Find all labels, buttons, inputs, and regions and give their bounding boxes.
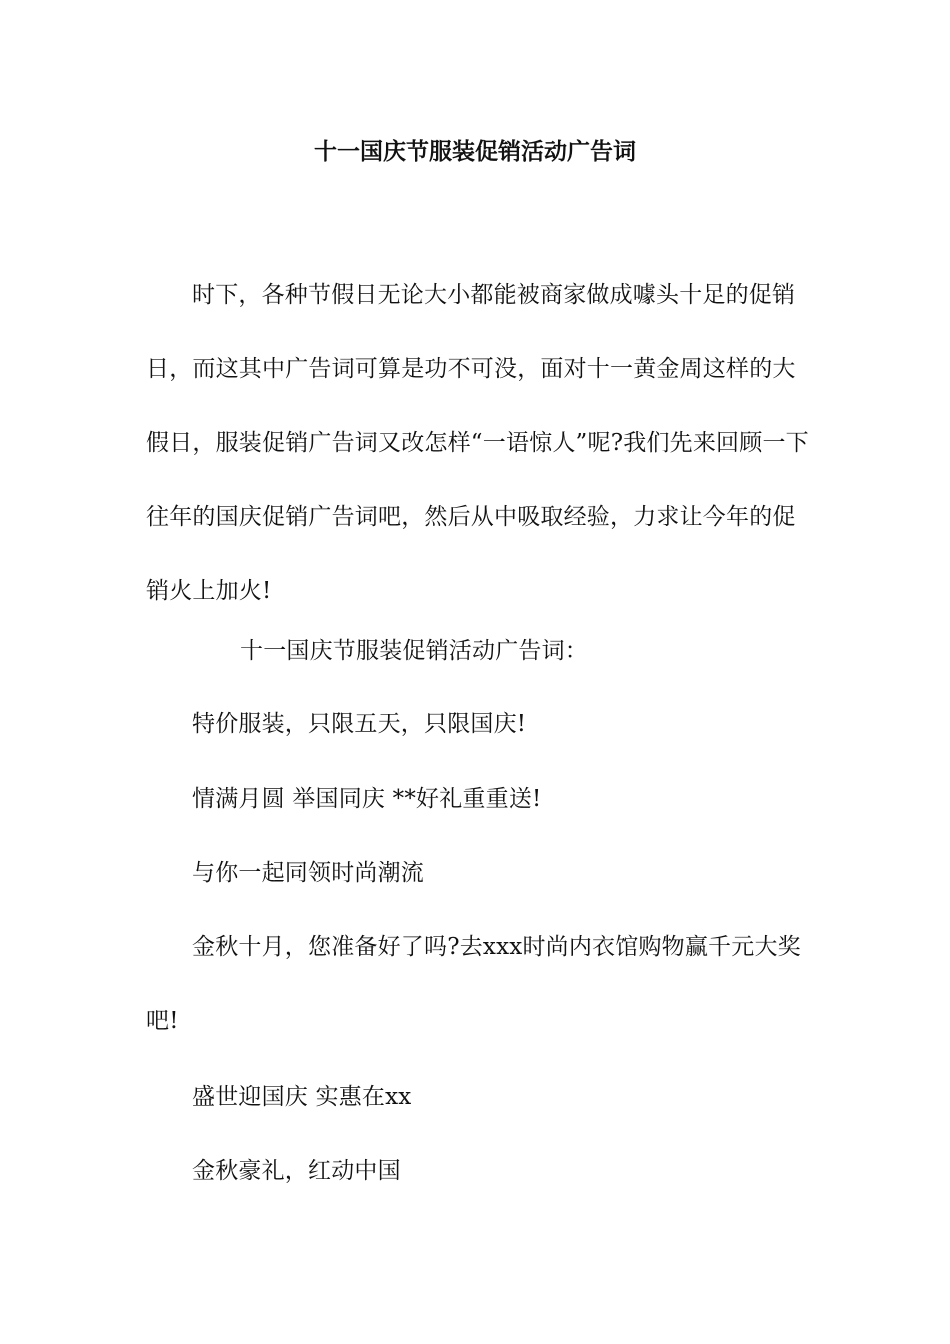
intro-paragraph: 时下，各种节假日无论大小都能被商家做成噱头十足的促销日，而这其中广告词可算是功不可没，面对十一黄金周这样的大假日，服装促销广告词又改怎样“一语惊人”呢?我们先来回顾一下往年的国庆促销广告词吧，然后从中吸取经验，力求让今年的促销火上加火! <box>146 282 809 604</box>
slogan-item: 与你一起同领时尚潮流 <box>192 860 424 886</box>
slogan-item: 特价服装，只限五天，只限国庆! <box>192 711 527 737</box>
section-heading: 十一国庆节服装促销活动广告词： <box>240 638 588 664</box>
slogan-item: 盛世迎国庆 实惠在xx <box>192 1084 412 1110</box>
slogan-item: 金秋豪礼，红动中国 <box>192 1158 401 1184</box>
slogan-item: 情满月圆 举国同庆 **好礼重重送! <box>192 786 542 812</box>
document-title: 十一国庆节服装促销活动广告词 <box>314 138 636 165</box>
slogan-item: 金秋十月，您准备好了吗?去xxx时尚内衣馆购物赢千元大奖吧! <box>146 934 801 1034</box>
